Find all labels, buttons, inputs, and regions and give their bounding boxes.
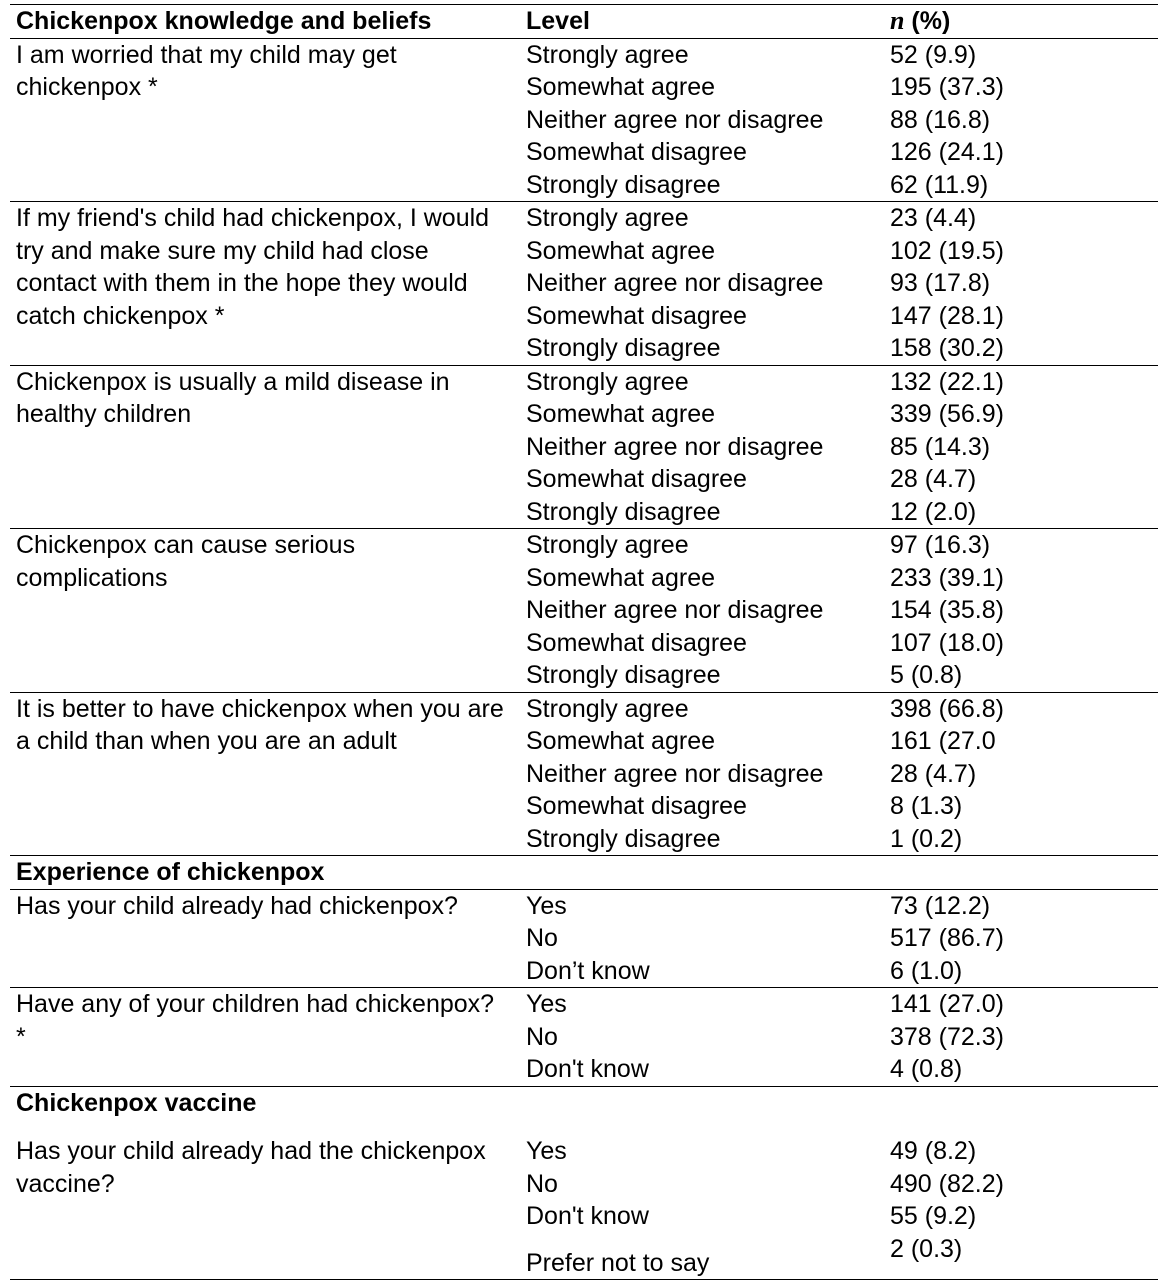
level-label: Strongly disagree: [526, 334, 721, 362]
value-n-percent: 132 (22.1): [890, 367, 1004, 396]
level-label: Neither agree nor disagree: [526, 269, 824, 297]
value-cell: [884, 38, 1158, 202]
table-header-row: [10, 5, 1158, 39]
value-n-percent: 62 (11.9): [890, 170, 989, 199]
value-n-percent: 195 (37.3): [890, 73, 1004, 101]
value-n-percent: 2 (0.3): [890, 1234, 963, 1263]
value-n-percent: 49 (8.2): [890, 1137, 977, 1165]
value-cell: [884, 529, 1158, 693]
value-n-percent: 12 (2.0): [890, 497, 977, 526]
level-cell: [520, 529, 884, 693]
value-n-percent: 147 (28.1): [890, 301, 1004, 330]
question-cell: I am worried that my child may get chickenpox *: [10, 38, 520, 202]
table-row: [10, 365, 1158, 529]
header-knowledge-beliefs: Chickenpox knowledge and beliefs: [10, 5, 520, 39]
section-heading-row: [10, 856, 1158, 890]
section-heading: Chickenpox vaccine: [16, 1088, 257, 1117]
level-label: Somewhat agree: [526, 727, 716, 755]
question-cell: Has your child already had chickenpox?: [10, 889, 520, 988]
table-row: [10, 889, 1158, 988]
level-label: Strongly disagree: [526, 661, 721, 689]
value-n-percent: 28 (4.7): [890, 759, 977, 788]
value-n-percent: 378 (72.3): [890, 1022, 1004, 1051]
value-n-percent: 158 (30.2): [890, 334, 1004, 362]
level-label: Strongly agree: [526, 40, 689, 69]
level-label: Strongly disagree: [526, 170, 721, 199]
level-cell: [520, 202, 884, 366]
level-label: Neither agree nor disagree: [526, 105, 824, 134]
question-cell: It is better to have chickenpox when you are a child than when you are an adult: [10, 692, 520, 856]
value-n-percent: 28 (4.7): [890, 465, 977, 493]
table-row: [10, 692, 1158, 856]
section-heading-row: [10, 1086, 1158, 1119]
table-row: [10, 38, 1158, 202]
level-label: Neither agree nor disagree: [526, 596, 824, 624]
header-percent: (%): [904, 7, 951, 35]
level-label: Strongly agree: [526, 531, 689, 559]
level-label: Somewhat disagree: [526, 301, 747, 330]
question-cell: Chickenpox can cause serious complications: [10, 529, 520, 693]
value-n-percent: 102 (19.5): [890, 236, 1004, 265]
question-cell: Have any of your children had chickenpox? *: [10, 988, 520, 1087]
question-cell: Has your child already had the chickenpox vaccine?: [10, 1119, 520, 1280]
table-row: [10, 202, 1158, 366]
value-n-percent: 141 (27.0): [890, 990, 1004, 1018]
value-n-percent: 5 (0.8): [890, 661, 963, 689]
level-label: Yes: [526, 891, 567, 920]
value-cell: [884, 202, 1158, 366]
level-cell: [520, 988, 884, 1087]
question-cell: Chickenpox is usually a mild disease in healthy children: [10, 365, 520, 529]
level-label: Somewhat disagree: [526, 465, 747, 493]
table-row: [10, 1119, 1158, 1280]
value-n-percent: 93 (17.8): [890, 269, 991, 297]
value-n-percent: 339 (56.9): [890, 400, 1004, 428]
value-cell: [884, 988, 1158, 1087]
level-label: Yes: [526, 990, 567, 1018]
value-n-percent: 154 (35.8): [890, 596, 1004, 624]
level-label: Don't know: [526, 1055, 649, 1083]
value-n-percent: 52 (9.9): [890, 40, 977, 69]
value-n-percent: 161 (27.0: [890, 727, 996, 755]
level-cell: [520, 365, 884, 529]
level-label: Somewhat agree: [526, 236, 716, 265]
level-cell: [520, 692, 884, 856]
level-label: Don’t know: [526, 956, 650, 985]
section-heading: Experience of chickenpox: [10, 856, 1158, 890]
level-label: Yes: [526, 1137, 567, 1165]
level-label: Neither agree nor disagree: [526, 432, 824, 461]
value-n-percent: 4 (0.8): [890, 1055, 963, 1083]
level-label: Don't know: [526, 1202, 649, 1230]
value-n-percent: 85 (14.3): [890, 432, 991, 461]
value-n-percent: 73 (12.2): [890, 891, 991, 920]
level-cell: [520, 38, 884, 202]
level-label: No: [526, 1022, 558, 1051]
value-n-percent: 490 (82.2): [890, 1169, 1004, 1198]
value-n-percent: 8 (1.3): [890, 792, 963, 820]
table-row: [10, 988, 1158, 1087]
level-label: Strongly disagree: [526, 824, 721, 853]
level-label: Strongly agree: [526, 694, 689, 723]
value-n-percent: 517 (86.7): [890, 924, 1004, 952]
value-cell: [884, 365, 1158, 529]
value-cell: [884, 692, 1158, 856]
level-label: Strongly agree: [526, 204, 689, 232]
level-label: Somewhat disagree: [526, 792, 747, 820]
level-label: Somewhat agree: [526, 400, 716, 428]
question-cell: If my friend's child had chickenpox, I would try and make sure my child had close contact with them in the hope they would catch chickenpox *: [10, 202, 520, 366]
value-n-percent: 23 (4.4): [890, 204, 977, 232]
value-n-percent: 6 (1.0): [890, 956, 963, 985]
header-level: Level: [520, 5, 884, 39]
value-n-percent: 88 (16.8): [890, 105, 991, 134]
level-label: Strongly agree: [526, 367, 689, 396]
level-label: Somewhat disagree: [526, 138, 747, 166]
header-n-percent: [884, 5, 1158, 39]
value-n-percent: 1 (0.2): [890, 824, 963, 853]
value-n-percent: 233 (39.1): [890, 563, 1004, 592]
chickenpox-survey-table: [10, 4, 1158, 1280]
value-n-percent: 126 (24.1): [890, 138, 1004, 166]
level-label: No: [526, 924, 558, 952]
level-label: Somewhat agree: [526, 73, 716, 101]
value-cell: [884, 1119, 1158, 1280]
value-n-percent: 55 (9.2): [890, 1202, 977, 1230]
level-label: Somewhat agree: [526, 563, 716, 592]
level-label: Neither agree nor disagree: [526, 759, 824, 788]
level-label: No: [526, 1169, 558, 1198]
value-n-percent: 398 (66.8): [890, 694, 1004, 723]
header-n-italic: n: [890, 6, 905, 35]
level-cell: [520, 1119, 884, 1280]
level-label: Strongly disagree: [526, 497, 721, 526]
level-label: Somewhat disagree: [526, 628, 747, 657]
value-n-percent: 107 (18.0): [890, 628, 1004, 657]
table-row: [10, 529, 1158, 693]
level-label: Prefer not to say: [526, 1248, 710, 1277]
value-n-percent: 97 (16.3): [890, 531, 991, 559]
value-cell: [884, 889, 1158, 988]
level-cell: [520, 889, 884, 988]
